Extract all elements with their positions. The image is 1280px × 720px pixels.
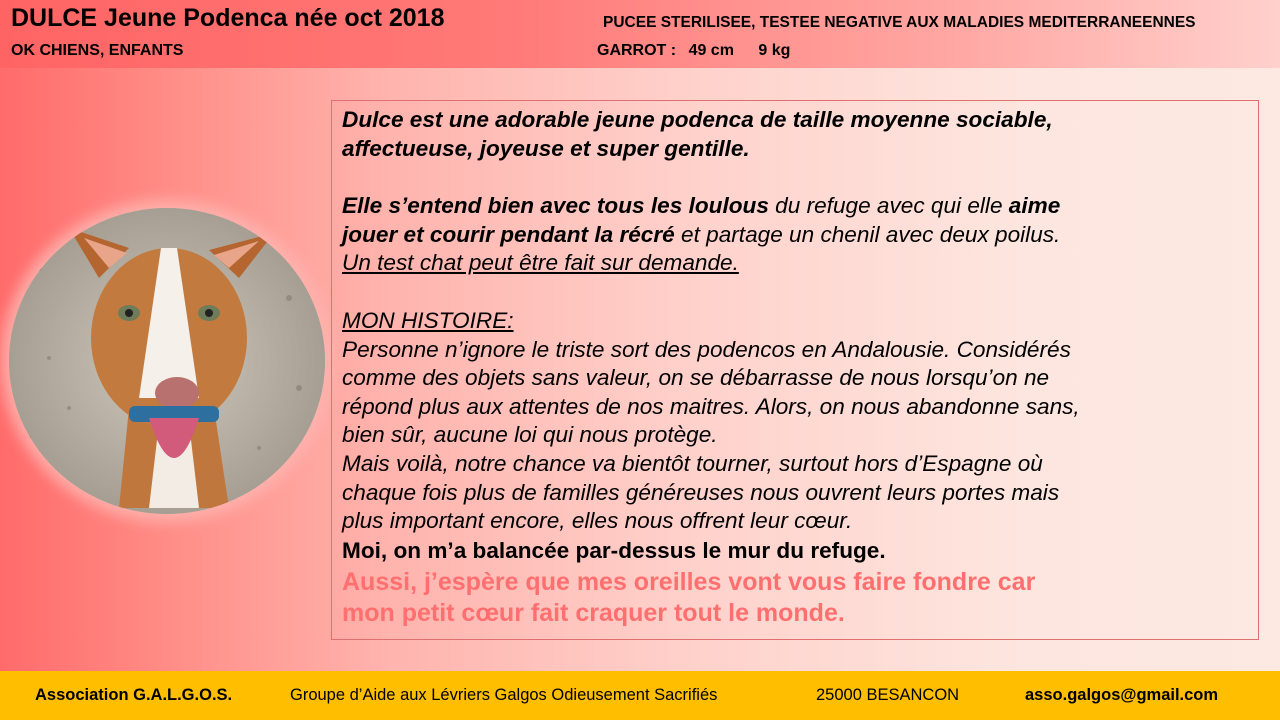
refuge-text: du refuge avec qui elle [768,193,1009,218]
history-line: bien sûr, aucune loi qui nous protège. [342,422,718,448]
dog-photo [9,208,325,514]
association-name: Association G.A.L.G.O.S. [35,686,233,704]
wall-line: Moi, on m’a balancée par-dessus le mur du refuge. [342,538,886,563]
history-line: chaque fois plus de familles généreuses nous ouvrent leurs portes mais [342,479,1060,505]
history-line: comme des objets sans valeur, on se débarrasse de nous lorsqu’on ne [342,365,1050,391]
intro-paragraph [342,106,1252,163]
garrot-label: GARROT : [597,42,677,59]
loulous-text: Elle s’entend bien avec tous les loulous [342,193,769,218]
footer-banner [0,671,1280,720]
contact-email[interactable]: asso.galgos@gmail.com [1025,686,1219,704]
aime-text: aime [1008,193,1061,218]
pink-line-1: Aussi, j’espère que mes oreilles vont vous faire fondre car [342,568,1036,596]
jouer-text: jouer et courir pendant la récré [342,221,675,247]
weight-value: 9 kg [758,42,791,59]
garrot-value: 49 cm [688,42,734,59]
association-full-name: Groupe d’Aide aux Lévriers Galgos Odieusement Sacrifiés [290,686,718,704]
cat-test-text: Un test chat peut être fait sur demande. [342,250,739,276]
pink-line-2: mon petit cœur fait craquer tout le monde. [342,599,845,627]
history-heading: MON HISTOIRE: [342,308,514,333]
chenil-text: et partage un chenil avec deux poilus. [674,221,1061,247]
dog-title: DULCE Jeune Podenca née oct 2018 [11,4,445,32]
history-paragraph [342,307,1252,536]
compatibility-subtitle: OK CHIENS, ENFANTS [11,42,184,59]
history-line: Personne n’ignore le triste sort des podencos en Andalousie. Considérés [342,336,1071,362]
size-info [597,42,790,60]
association-city: 25000 BESANCON [816,686,960,704]
history-line: répond plus aux attentes de nos maitres. Alors, on nous abandonne sans, [342,393,1080,419]
history-line: Mais voilà, notre chance va bientôt tourner, surtout hors d’Espagne où [342,450,1043,476]
history-line: plus important encore, elles nous offrent leur cœur. [342,508,853,534]
podenca-illustration [9,208,325,514]
behavior-paragraph [342,192,1252,278]
closing-pink-text [342,567,1252,629]
header-banner [0,0,1280,68]
intro-line-1: Dulce est une adorable jeune podenca de taille moyenne sociable, [342,107,1053,132]
health-status: PUCEE STERILISEE, TESTEE NEGATIVE AUX MALADIES MEDITERRANEENNES [603,14,1196,31]
intro-line-2: affectueuse, joyeuse et super gentille. [342,135,750,161]
